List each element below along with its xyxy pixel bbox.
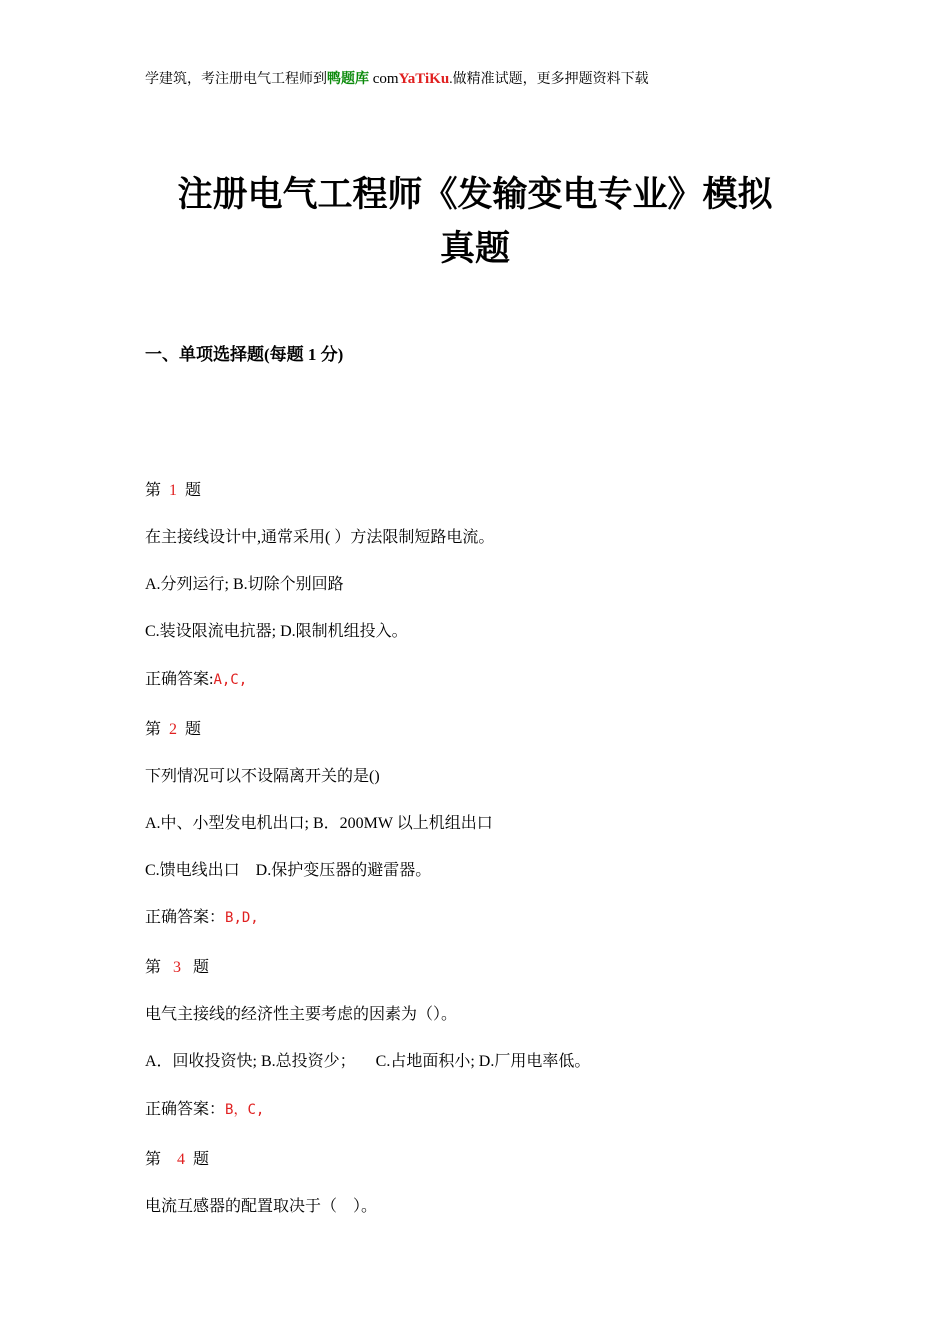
header-com: com [369, 71, 399, 87]
question-2-options-line-2: C.馈电线出口 D.保护变压器的避雷器。 [145, 862, 432, 879]
document-title-line-2: 真题 [439, 229, 510, 269]
header-brand-en: YaTiKu [398, 71, 450, 87]
question-1-options-line-1: A.分列运行; B.切除个别回路 [145, 576, 344, 593]
answer-label: 正确答案： [145, 909, 226, 926]
question-3-label [145, 954, 209, 977]
answer-label: 正确答案: [145, 671, 214, 688]
question-label-prefix: 第 [145, 959, 174, 976]
question-1-label [145, 477, 201, 500]
question-2-stem: 下列情况可以不设隔离开关的是() [145, 768, 380, 785]
answer-label: 正确答案： [145, 1101, 226, 1118]
question-1-stem: 在主接线设计中,通常采用( ）方法限制短路电流。 [145, 529, 495, 546]
question-number: 3 [173, 959, 182, 976]
question-2-options-line-1: A.中、小型发电机出口; B．200MW 以上机组出口 [145, 815, 493, 832]
question-3-stem: 电气主接线的经济性主要考虑的因素为（）。 [145, 1006, 458, 1023]
section-heading: 一、单项选择题(每题 1 分) [145, 345, 344, 364]
question-label-suffix: 题 [185, 1151, 210, 1168]
question-2-answer [145, 904, 259, 927]
header-suffix: .做精准试题，更多押题资料下载 [449, 72, 649, 87]
header-prefix: 学建筑，考注册电气工程师到 [145, 72, 327, 87]
answer-value: B，C, [225, 1102, 265, 1118]
question-number: 4 [177, 1151, 186, 1168]
question-1-answer [145, 666, 247, 689]
question-label-prefix: 第 [145, 482, 170, 499]
question-3-answer [145, 1096, 264, 1119]
question-label-suffix: 题 [181, 959, 210, 976]
question-label-suffix: 题 [177, 721, 202, 738]
question-label-prefix: 第 [145, 721, 170, 738]
question-3-options-line-1: A．回收投资快; B.总投资少； C.占地面积小; D.厂用电率低。 [145, 1053, 591, 1070]
question-4-stem: 电流互感器的配置取决于（ ）。 [145, 1198, 378, 1215]
question-number: 1 [169, 482, 178, 499]
question-4-label [145, 1146, 209, 1169]
document-title-line-1: 注册电气工程师《发输变电专业》模拟 [177, 175, 773, 215]
question-label-suffix: 题 [177, 482, 202, 499]
question-2-label [145, 716, 201, 739]
question-1-options-line-2: C.装设限流电抗器; D.限制机组投入。 [145, 623, 408, 640]
question-number: 2 [169, 721, 178, 738]
answer-value: B,D, [225, 910, 259, 926]
document-title [60, 168, 890, 276]
page-header [145, 68, 649, 88]
answer-value: A,C, [213, 672, 248, 688]
header-brand-cn: 鸭题库 [327, 72, 369, 87]
question-label-prefix: 第 [145, 1151, 178, 1168]
